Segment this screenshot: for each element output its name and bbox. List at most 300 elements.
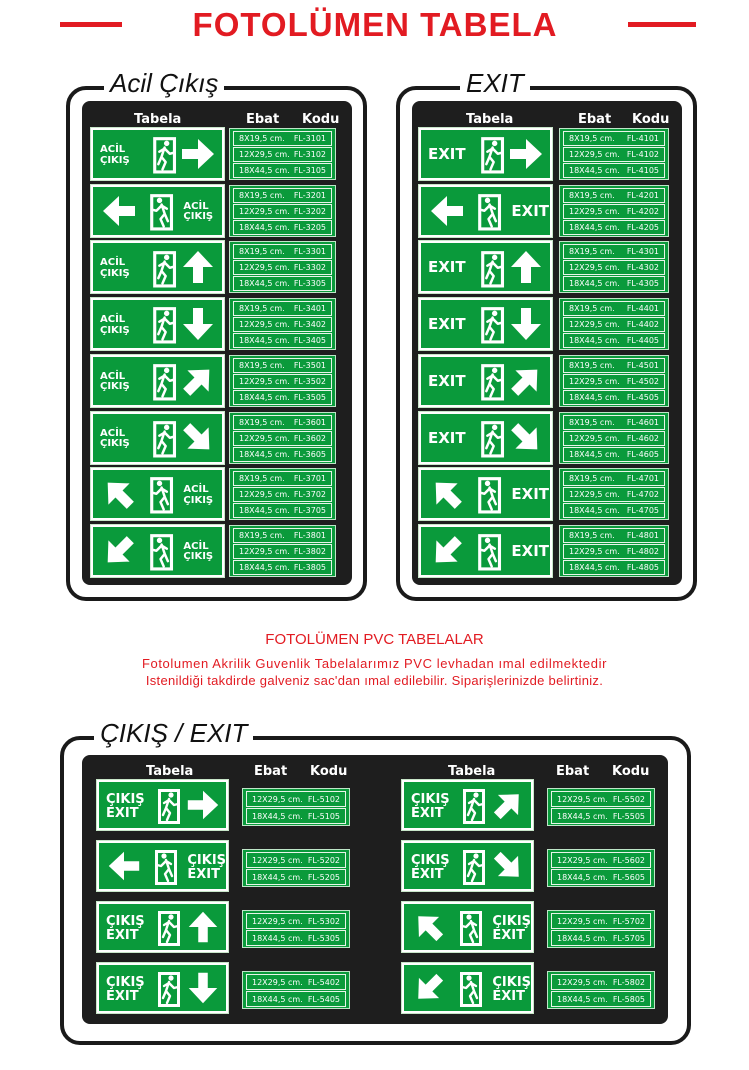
- arrow-up-icon: [178, 247, 218, 287]
- sign-word-cikis: ÇIKIŞ: [100, 154, 130, 166]
- size-value: 12X29,5 cm.: [252, 977, 303, 987]
- product-code: FL-5102: [307, 794, 340, 804]
- product-code: FL-3402: [293, 320, 326, 330]
- sign-word-exit: EXIT: [428, 315, 466, 334]
- product-code: FL-5305: [307, 933, 340, 943]
- size-code-row: [246, 930, 346, 946]
- size-code-box: [229, 468, 336, 520]
- size-value: 8X19,5 cm.: [569, 474, 615, 484]
- product-code: FL-3801: [293, 530, 326, 540]
- sign-word-cikis: ÇIKIŞ: [106, 792, 145, 807]
- product-code: FL-5805: [612, 994, 645, 1004]
- product-code: FL-5702: [612, 916, 645, 926]
- size-code-row: [551, 974, 651, 990]
- sign-word-exit: EXIT: [106, 805, 139, 821]
- size-value: 8X19,5 cm.: [569, 530, 615, 540]
- product-code: FL-3802: [293, 546, 326, 556]
- product-code: FL-4405: [626, 336, 659, 346]
- size-code-box: [547, 971, 655, 1009]
- running-man-icon: [146, 191, 177, 233]
- size-code-row: [246, 913, 346, 929]
- sign-word-cikis: ÇIKIŞ: [100, 381, 130, 393]
- product-code: FL-4105: [626, 166, 659, 175]
- product-code: FL-4205: [626, 222, 659, 232]
- size-value: 12X29,5 cm.: [557, 794, 608, 804]
- product-code: FL-4402: [626, 320, 659, 330]
- header-ebat: Ebat: [578, 112, 612, 127]
- header-ebat: Ebat: [254, 764, 288, 779]
- size-code-row: [563, 204, 665, 219]
- product-code: FL-4102: [626, 150, 659, 159]
- sign-word-cikis: ÇIKIŞ: [411, 853, 450, 868]
- sign-text: [106, 793, 145, 820]
- arrow-right-icon: [184, 786, 222, 824]
- sign-text: [100, 372, 130, 393]
- running-man-icon: [151, 847, 181, 887]
- sign-text: [183, 485, 213, 506]
- sign-word-cikis: ÇIKIŞ: [183, 551, 214, 563]
- running-man-icon: [149, 134, 180, 176]
- header-kodu: Kodu: [302, 112, 340, 127]
- size-code-box: [229, 241, 336, 293]
- sign-word-exit: EXIT: [511, 541, 550, 560]
- sign-word-cikis: ÇIKIŞ: [492, 914, 532, 929]
- sign-text: [492, 976, 531, 1003]
- size-value: 12X29,5 cm.: [239, 546, 290, 556]
- pvc-heading: FOTOLÜMEN PVC TABELALAR: [265, 631, 484, 648]
- size-value: 18X44,5 cm.: [239, 222, 290, 232]
- size-value: 18X44,5 cm.: [239, 506, 290, 516]
- sign-word-acil: ACİL: [183, 484, 209, 496]
- arrow-right-icon: [506, 134, 546, 174]
- sign-up-left: [91, 468, 224, 520]
- size-code-row: [563, 163, 665, 178]
- sign-text: [183, 202, 213, 223]
- size-value: 8X19,5 cm.: [239, 190, 285, 200]
- size-value: 12X29,5 cm.: [569, 490, 620, 500]
- header-kodu: Kodu: [632, 112, 670, 127]
- size-code-row: [551, 913, 651, 929]
- size-value: 18X44,5 cm.: [239, 449, 290, 459]
- product-code: FL-3602: [293, 433, 326, 443]
- size-code-row: [246, 808, 346, 824]
- size-code-box: [229, 128, 336, 180]
- running-man-icon: [456, 908, 486, 948]
- sign-up: [419, 241, 552, 293]
- running-man-icon: [149, 248, 180, 290]
- product-code: FL-3702: [293, 490, 326, 500]
- arrow-down-left-icon: [427, 531, 467, 571]
- sign-down: [419, 298, 552, 350]
- size-value: 12X29,5 cm.: [557, 855, 608, 865]
- size-value: 12X29,5 cm.: [569, 150, 620, 159]
- sign-right: [419, 128, 552, 180]
- sign-word-exit: EXIT: [106, 927, 139, 943]
- size-code-row: [551, 930, 651, 946]
- size-code-row: [233, 204, 332, 219]
- size-code-row: [233, 333, 332, 348]
- product-code: FL-4302: [626, 263, 659, 273]
- size-value: 12X29,5 cm.: [239, 490, 290, 500]
- size-code-row: [233, 487, 332, 502]
- size-value: 12X29,5 cm.: [239, 433, 290, 443]
- sign-down-right: [402, 841, 533, 891]
- size-code-row: [563, 317, 665, 332]
- size-code-row: [233, 471, 332, 486]
- product-code: FL-3305: [293, 279, 326, 289]
- size-value: 12X29,5 cm.: [569, 376, 620, 386]
- sign-word-exit: EXIT: [411, 866, 444, 882]
- size-code-row: [233, 447, 332, 462]
- sign-up-left: [419, 468, 552, 520]
- size-code-row: [563, 188, 665, 203]
- product-code: FL-3202: [293, 206, 326, 216]
- title-line-left: [60, 22, 122, 27]
- sign-down: [91, 298, 224, 350]
- running-man-icon: [477, 361, 508, 403]
- product-code: FL-4305: [626, 279, 659, 289]
- size-code-row: [233, 244, 332, 259]
- sign-word-acil: ACİL: [100, 144, 126, 155]
- product-code: FL-3605: [293, 449, 326, 459]
- sign-up-right: [402, 780, 533, 830]
- sign-down: [97, 963, 228, 1013]
- size-value: 8X19,5 cm.: [569, 247, 615, 257]
- arrow-up-right-icon: [489, 786, 527, 824]
- product-code: FL-3105: [293, 166, 326, 175]
- size-value: 8X19,5 cm.: [569, 190, 615, 200]
- running-man-icon: [149, 418, 180, 460]
- size-value: 18X44,5 cm.: [239, 166, 290, 175]
- size-value: 18X44,5 cm.: [239, 336, 290, 346]
- size-code-row: [551, 808, 651, 824]
- sign-word-exit: EXIT: [428, 428, 466, 447]
- size-value: 12X29,5 cm.: [557, 916, 608, 926]
- arrow-up-left-icon: [427, 474, 467, 514]
- arrow-up-right-icon: [178, 361, 218, 401]
- arrow-up-left-icon: [410, 908, 448, 946]
- product-code: FL-4801: [626, 530, 659, 540]
- size-value: 12X29,5 cm.: [252, 794, 303, 804]
- sign-down-right: [91, 412, 224, 464]
- size-code-row: [563, 301, 665, 316]
- product-code: FL-4602: [626, 433, 659, 443]
- size-code-row: [563, 528, 665, 543]
- size-value: 12X29,5 cm.: [557, 977, 608, 987]
- size-code-box: [547, 849, 655, 887]
- arrow-left-icon: [427, 191, 467, 231]
- size-code-row: [233, 163, 332, 178]
- product-code: FL-3701: [293, 474, 326, 484]
- sign-word-exit: EXIT: [187, 866, 220, 882]
- sign-word-exit: EXIT: [428, 145, 466, 163]
- sign-word-cikis: ÇIKIŞ: [183, 494, 214, 506]
- size-code-row: [233, 528, 332, 543]
- sign-word-cikis: ÇIKIŞ: [100, 438, 130, 449]
- product-code: FL-3601: [293, 417, 326, 427]
- size-code-row: [563, 544, 665, 559]
- size-value: 18X44,5 cm.: [569, 392, 620, 402]
- running-man-icon: [146, 474, 177, 516]
- running-man-icon: [477, 304, 508, 346]
- size-code-row: [233, 188, 332, 203]
- size-code-box: [242, 910, 350, 948]
- sign-up: [91, 241, 224, 293]
- running-man-icon: [459, 786, 489, 826]
- size-code-row: [233, 301, 332, 316]
- size-value: 12X29,5 cm.: [252, 855, 303, 865]
- size-code-row: [233, 415, 332, 430]
- sign-down-left: [402, 963, 533, 1013]
- sign-down-right: [419, 412, 552, 464]
- product-code: FL-3502: [293, 376, 326, 386]
- size-code-row: [233, 317, 332, 332]
- size-code-row: [563, 220, 665, 235]
- sign-word-acil: ACİL: [183, 540, 209, 552]
- header-tabela: Tabela: [146, 764, 194, 779]
- size-value: 8X19,5 cm.: [569, 134, 615, 143]
- product-code: FL-5402: [307, 977, 340, 987]
- size-value: 8X19,5 cm.: [239, 474, 285, 484]
- sign-word-exit: EXIT: [492, 927, 525, 943]
- running-man-icon: [474, 531, 505, 573]
- sign-text: [183, 542, 213, 563]
- arrow-up-icon: [506, 247, 546, 287]
- sign-word-cikis: ÇIKIŞ: [411, 792, 450, 807]
- size-code-box: [229, 525, 336, 577]
- product-code: FL-3705: [293, 506, 326, 516]
- product-code: FL-4505: [626, 392, 659, 402]
- size-code-row: [563, 431, 665, 446]
- size-value: 12X29,5 cm.: [239, 263, 290, 273]
- running-man-icon: [149, 361, 180, 403]
- product-code: FL-5202: [307, 855, 340, 865]
- size-code-row: [551, 869, 651, 885]
- size-code-row: [563, 358, 665, 373]
- sign-word-cikis: ÇIKIŞ: [100, 267, 130, 279]
- size-code-box: [559, 241, 669, 293]
- product-code: FL-3301: [293, 247, 326, 257]
- size-code-row: [233, 260, 332, 275]
- size-code-row: [246, 852, 346, 868]
- size-value: 12X29,5 cm.: [569, 206, 620, 216]
- size-code-row: [563, 487, 665, 502]
- sign-left: [97, 841, 228, 891]
- sign-word-exit: EXIT: [428, 371, 466, 390]
- size-value: 12X29,5 cm.: [569, 433, 620, 443]
- product-code: FL-4401: [626, 304, 659, 314]
- running-man-icon: [474, 474, 505, 516]
- size-code-row: [233, 276, 332, 291]
- sign-text: [411, 793, 450, 820]
- size-value: 12X29,5 cm.: [239, 376, 290, 386]
- size-code-box: [559, 128, 669, 180]
- size-value: 18X44,5 cm.: [239, 562, 290, 572]
- size-code-box: [242, 788, 350, 826]
- product-code: FL-4202: [626, 206, 659, 216]
- size-value: 8X19,5 cm.: [239, 247, 285, 257]
- product-code: FL-3505: [293, 392, 326, 402]
- product-code: FL-3201: [293, 190, 326, 200]
- size-code-row: [233, 503, 332, 518]
- product-code: FL-5105: [307, 811, 340, 821]
- sign-text: [100, 258, 130, 279]
- sign-up-right: [91, 355, 224, 407]
- size-code-row: [563, 560, 665, 575]
- sign-word-exit: EXIT: [511, 201, 550, 220]
- size-code-row: [233, 431, 332, 446]
- size-code-row: [563, 276, 665, 291]
- size-code-row: [563, 447, 665, 462]
- product-code: FL-4802: [626, 546, 659, 556]
- board-cikis-exit: [82, 755, 668, 1024]
- arrow-up-icon: [184, 908, 222, 946]
- product-code: FL-4701: [626, 474, 659, 484]
- size-value: 18X44,5 cm.: [557, 811, 608, 821]
- size-code-box: [242, 971, 350, 1009]
- pvc-line-2: Istenildiği takdirde galveniz sac'dan ımal edilebilir. Siparişlerinizde belirtiniz.: [145, 673, 604, 688]
- product-code: FL-3302: [293, 263, 326, 273]
- size-code-box: [229, 298, 336, 350]
- header-kodu-2: Kodu: [612, 764, 650, 779]
- size-code-row: [233, 147, 332, 162]
- page-title: FOTOLÜMEN TABELA: [192, 6, 558, 43]
- product-code: FL-3805: [293, 562, 326, 572]
- sign-word-exit: EXIT: [428, 258, 466, 277]
- product-code: FL-5502: [612, 794, 645, 804]
- running-man-icon: [154, 969, 184, 1009]
- size-code-row: [233, 220, 332, 235]
- sign-word-acil: ACİL: [100, 370, 126, 382]
- size-code-box: [559, 298, 669, 350]
- sign-up: [97, 902, 228, 952]
- running-man-icon: [477, 248, 508, 290]
- size-code-row: [233, 560, 332, 575]
- size-code-row: [563, 131, 665, 146]
- size-value: 8X19,5 cm.: [239, 134, 285, 143]
- sign-text: [100, 315, 130, 336]
- size-code-row: [233, 374, 332, 389]
- arrow-left-icon: [99, 191, 139, 231]
- title-line-right: [628, 22, 696, 27]
- running-man-icon: [477, 134, 508, 176]
- product-code: FL-4101: [626, 134, 659, 143]
- product-code: FL-5705: [612, 933, 645, 943]
- sign-right: [91, 128, 224, 180]
- product-code: FL-4301: [626, 247, 659, 257]
- size-value: 8X19,5 cm.: [239, 304, 285, 314]
- arrow-up-right-icon: [506, 361, 546, 401]
- sign-right: [97, 780, 228, 830]
- sign-word-acil: ACİL: [100, 314, 126, 326]
- product-code: FL-3405: [293, 336, 326, 346]
- size-code-row: [563, 260, 665, 275]
- size-value: 8X19,5 cm.: [239, 417, 285, 427]
- size-code-box: [559, 525, 669, 577]
- arrow-down-left-icon: [99, 531, 139, 571]
- arrow-down-right-icon: [489, 847, 527, 885]
- size-value: 12X29,5 cm.: [569, 263, 620, 273]
- product-code: FL-4502: [626, 376, 659, 386]
- sign-down-left: [419, 525, 552, 577]
- sign-word-exit: EXIT: [106, 988, 139, 1004]
- sign-text: [187, 854, 226, 881]
- size-code-box: [559, 185, 669, 237]
- size-code-row: [563, 333, 665, 348]
- header-ebat-2: Ebat: [556, 764, 590, 779]
- size-value: 18X44,5 cm.: [252, 933, 303, 943]
- size-value: 12X29,5 cm.: [569, 546, 620, 556]
- size-value: 12X29,5 cm.: [239, 320, 290, 330]
- panel-title: Acil Çıkış: [104, 68, 224, 99]
- product-code: FL-4201: [626, 190, 659, 200]
- sign-text: [100, 429, 130, 450]
- size-value: 8X19,5 cm.: [569, 360, 615, 370]
- board-exit: [412, 101, 682, 585]
- sign-word-cikis: ÇIKIŞ: [106, 914, 145, 929]
- header-tabela: Tabela: [466, 112, 514, 127]
- size-value: 18X44,5 cm.: [252, 872, 303, 882]
- sign-word-cikis: ÇIKIŞ: [106, 975, 145, 990]
- sign-text: [411, 854, 450, 881]
- sign-left: [91, 185, 224, 237]
- size-value: 12X29,5 cm.: [239, 150, 290, 159]
- arrow-down-icon: [506, 304, 546, 344]
- size-code-box: [547, 910, 655, 948]
- size-code-box: [229, 355, 336, 407]
- running-man-icon: [154, 786, 184, 826]
- size-value: 18X44,5 cm.: [252, 811, 303, 821]
- size-value: 8X19,5 cm.: [569, 304, 615, 314]
- size-value: 12X29,5 cm.: [239, 206, 290, 216]
- size-code-box: [559, 355, 669, 407]
- size-code-row: [233, 544, 332, 559]
- size-code-row: [233, 358, 332, 373]
- product-code: FL-5205: [307, 872, 340, 882]
- size-code-row: [246, 974, 346, 990]
- size-code-row: [551, 791, 651, 807]
- header-tabela-2: Tabela: [448, 764, 496, 779]
- size-code-row: [563, 390, 665, 405]
- sign-up-left: [402, 902, 533, 952]
- size-value: 18X44,5 cm.: [569, 336, 620, 346]
- arrow-left-icon: [105, 847, 143, 885]
- pvc-line-1: Fotolumen Akrilik Guvenlik Tabelalarımız PVC levhadan ımal edilmektedir: [141, 656, 608, 671]
- sign-text: [492, 915, 531, 942]
- sign-word-cikis: ÇIKIŞ: [187, 853, 227, 868]
- running-man-icon: [459, 847, 489, 887]
- size-code-row: [563, 147, 665, 162]
- arrow-down-right-icon: [506, 418, 546, 458]
- arrow-right-icon: [178, 134, 218, 174]
- product-code: FL-3102: [293, 150, 326, 159]
- size-value: 18X44,5 cm.: [569, 449, 620, 459]
- size-code-row: [551, 991, 651, 1007]
- header-kodu: Kodu: [310, 764, 348, 779]
- board-acil-cikis: [82, 101, 352, 585]
- size-value: 18X44,5 cm.: [569, 562, 620, 572]
- size-code-box: [229, 412, 336, 464]
- size-value: 18X44,5 cm.: [239, 392, 290, 402]
- running-man-icon: [149, 304, 180, 346]
- sign-word-exit: EXIT: [511, 485, 550, 504]
- size-code-row: [563, 244, 665, 259]
- arrow-down-right-icon: [178, 418, 218, 458]
- size-code-row: [563, 471, 665, 486]
- running-man-icon: [477, 418, 508, 460]
- sign-word-cikis: ÇIKIŞ: [100, 324, 130, 336]
- sign-word-cikis: ÇIKIŞ: [492, 975, 532, 990]
